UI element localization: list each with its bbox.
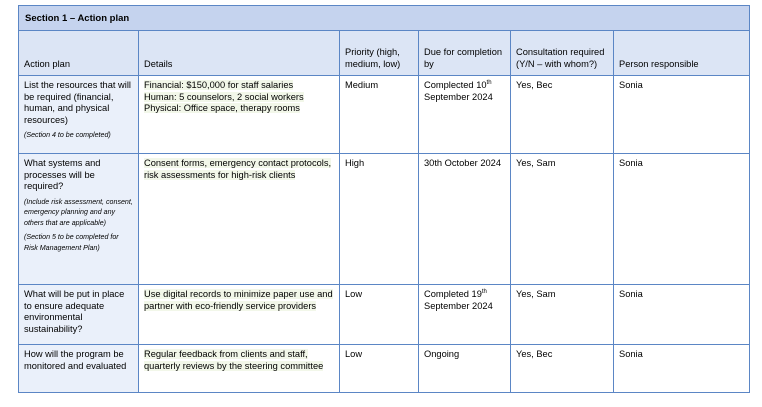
header-due: Due for completion by xyxy=(424,47,503,69)
priority-cell: Low xyxy=(340,345,419,393)
due-ordinal: th xyxy=(481,288,487,295)
details-line: Human: 5 counselors, 2 social workers xyxy=(144,91,304,102)
details-line: Physical: Office space, therapy rooms xyxy=(144,103,300,113)
due-text: Complected 10 xyxy=(424,80,487,90)
person-cell: Sonia xyxy=(614,285,750,345)
action-note: (Section 4 to be completed) xyxy=(24,131,111,139)
details-cell xyxy=(139,285,340,345)
due-cell xyxy=(419,285,511,345)
consultation-cell: Yes, Bec xyxy=(511,345,614,393)
action-cell xyxy=(19,345,139,393)
due-cell xyxy=(419,154,511,285)
due-text: Ongoing xyxy=(424,349,460,359)
table-row xyxy=(19,154,750,285)
section-title: Section 1 – Action plan xyxy=(19,6,750,31)
header-priority: Priority (high, medium, low) xyxy=(345,47,401,69)
due-text-2: September 2024 xyxy=(424,91,493,102)
details-cell xyxy=(139,76,340,154)
header-consultation: Consultation required (Y/N – with whom?) xyxy=(516,47,605,69)
due-text: Completed 19 xyxy=(424,289,482,299)
action-cell xyxy=(19,285,139,345)
table-row xyxy=(19,285,750,345)
action-text: How will the program be monitored and evaluated xyxy=(24,349,127,371)
action-cell xyxy=(19,154,139,285)
due-ordinal: th xyxy=(486,79,492,86)
consultation-cell: Yes, Bec xyxy=(511,76,614,154)
details-cell xyxy=(139,154,340,285)
due-text-2: September 2024 xyxy=(424,300,493,311)
priority-cell: Low xyxy=(340,285,419,345)
action-note: (Include risk assessment, consent, emergency planning and any others that are applicable) xyxy=(24,197,133,227)
action-text: What will be put in place to ensure adequate environmental sustainability? xyxy=(24,289,125,334)
priority-cell: Medium xyxy=(340,76,419,154)
due-cell xyxy=(419,76,511,154)
due-text: 30th October 2024 xyxy=(424,158,502,168)
details-line: Financial: $150,000 for staff salaries xyxy=(144,80,294,90)
person-cell: Sonia xyxy=(614,345,750,393)
header-person: Person responsible xyxy=(619,58,699,69)
action-note: (Section 5 to be completed for Risk Management Plan) xyxy=(24,233,119,252)
details-line: Regular feedback from clients and staff, quarterly reviews by the steering committee xyxy=(144,349,324,371)
header-details: Details xyxy=(144,58,173,69)
table-row xyxy=(19,345,750,393)
action-cell xyxy=(19,76,139,154)
due-cell xyxy=(419,345,511,393)
consultation-cell: Yes, Sam xyxy=(511,154,614,285)
details-line: Use digital records to minimize paper use and partner with eco-friendly service providers xyxy=(144,289,333,311)
details-line: Consent forms, emergency contact protocols, risk assessments for high-risk clients xyxy=(144,158,332,180)
action-plan-table xyxy=(18,5,750,393)
person-cell: Sonia xyxy=(614,154,750,285)
priority-cell: High xyxy=(340,154,419,285)
person-cell: Sonia xyxy=(614,76,750,154)
header-action-plan: Action plan xyxy=(24,58,70,69)
action-text: List the resources that will be required (financial, human, and physical resources) xyxy=(24,80,131,125)
consultation-cell: Yes, Sam xyxy=(511,285,614,345)
table-row xyxy=(19,76,750,154)
details-cell xyxy=(139,345,340,393)
header-row xyxy=(19,31,750,76)
action-text: What systems and processes will be required? xyxy=(24,158,101,191)
